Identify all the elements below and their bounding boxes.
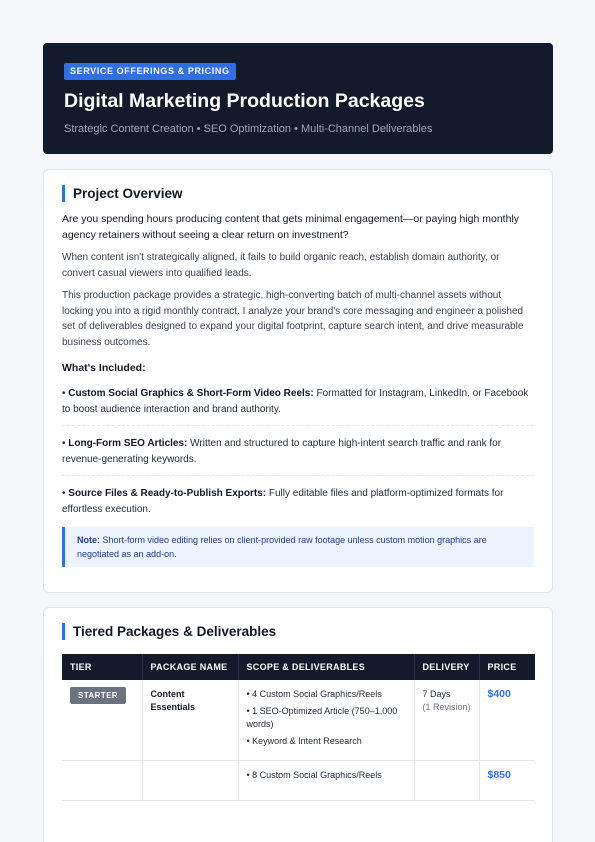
tier-cell bbox=[62, 761, 142, 801]
price: $850 bbox=[487, 769, 511, 781]
included-item-desc: Fully editable files and platform-optimized formats for effortless execution. bbox=[62, 488, 504, 515]
scope-item: • 4 Custom Social Graphics/Reels bbox=[246, 689, 382, 699]
delivery-revisions: (1 Revision) bbox=[422, 702, 471, 712]
page-subtitle: Strategic Content Creation • SEO Optimization • Multi-Channel Deliverables bbox=[64, 123, 433, 135]
included-item bbox=[62, 375, 534, 426]
price-cell bbox=[479, 761, 535, 801]
included-item-desc: Written and structured to capture high-intent search traffic and rank for revenue-generating keywords. bbox=[62, 438, 502, 465]
packages-card bbox=[43, 607, 553, 842]
table-row bbox=[62, 761, 535, 801]
included-item bbox=[62, 426, 534, 476]
price: $400 bbox=[487, 688, 511, 700]
included-heading: What's Included: bbox=[62, 362, 146, 374]
column-header-price: PRICE bbox=[479, 654, 535, 680]
project-overview-card bbox=[43, 169, 553, 593]
bullet: • bbox=[62, 488, 69, 499]
scope-item: • Keyword & Intent Research bbox=[246, 736, 362, 746]
category-badge: SERVICE OFFERINGS & PRICING bbox=[64, 63, 236, 80]
included-item-title: Long-Form SEO Articles: bbox=[68, 438, 188, 449]
section-title-overview: Project Overview bbox=[62, 185, 534, 202]
scope-item: • 1 SEO-Optimized Article (750–1,000 words) bbox=[246, 706, 398, 729]
note-label: Note: bbox=[77, 535, 100, 545]
delivery-cell bbox=[414, 761, 479, 801]
hero-header bbox=[43, 43, 553, 154]
package-name bbox=[142, 761, 238, 801]
table-header-row bbox=[62, 654, 535, 680]
tier-badge: STARTER bbox=[70, 687, 126, 704]
included-item bbox=[62, 476, 534, 525]
page-title: Digital Marketing Production Packages bbox=[64, 90, 425, 112]
included-item-desc: Formatted for Instagram, LinkedIn, or Facebook to boost audience interaction and brand authority. bbox=[62, 388, 529, 415]
package-name: Content Essentials bbox=[142, 680, 238, 761]
overview-paragraph: This production package provides a strategic, high-converting batch of multi-channel assets without locking you into a rigid monthly contract. I analyze your brand's core messaging and engineer a polished set of deliverables designed to expand your digital footprint, capture search intent, and drive measurable business outcomes. bbox=[62, 290, 524, 348]
note-text: Short-form video editing relies on client-provided raw footage unless custom motion graphics are negotiated as an add-on. bbox=[77, 535, 487, 559]
scope-cell bbox=[238, 761, 414, 801]
delivery-time: 7 Days bbox=[422, 689, 451, 699]
column-header-delivery: DELIVERY bbox=[414, 654, 479, 680]
scope-cell bbox=[238, 680, 414, 761]
included-item-title: Source Files & Ready-to-Publish Exports: bbox=[68, 488, 267, 499]
note-callout bbox=[62, 527, 534, 567]
tier-cell bbox=[62, 680, 142, 761]
price-cell bbox=[479, 680, 535, 761]
packages-table bbox=[62, 654, 535, 801]
bullet: • bbox=[62, 438, 69, 449]
scope-item: • 8 Custom Social Graphics/Reels bbox=[246, 770, 382, 780]
delivery-cell bbox=[414, 680, 479, 761]
overview-lead-question: Are you spending hours producing content that gets minimal engagement—or paying high monthly agency retainers without seeing a clear return on investment? bbox=[62, 213, 520, 241]
table-row bbox=[62, 680, 535, 761]
column-header-tier: TIER bbox=[62, 654, 142, 680]
section-title-packages: Tiered Packages & Deliverables bbox=[62, 623, 534, 640]
overview-paragraph: When content isn't strategically aligned, it fails to build organic reach, establish domain authority, or convert casual viewers into qualified leads. bbox=[62, 252, 500, 279]
column-header-scope: SCOPE & DELIVERABLES bbox=[238, 654, 414, 680]
column-header-package-name: PACKAGE NAME bbox=[142, 654, 238, 680]
included-item-title: Custom Social Graphics & Short-Form Video Reels: bbox=[68, 388, 314, 399]
bullet: • bbox=[62, 388, 69, 399]
